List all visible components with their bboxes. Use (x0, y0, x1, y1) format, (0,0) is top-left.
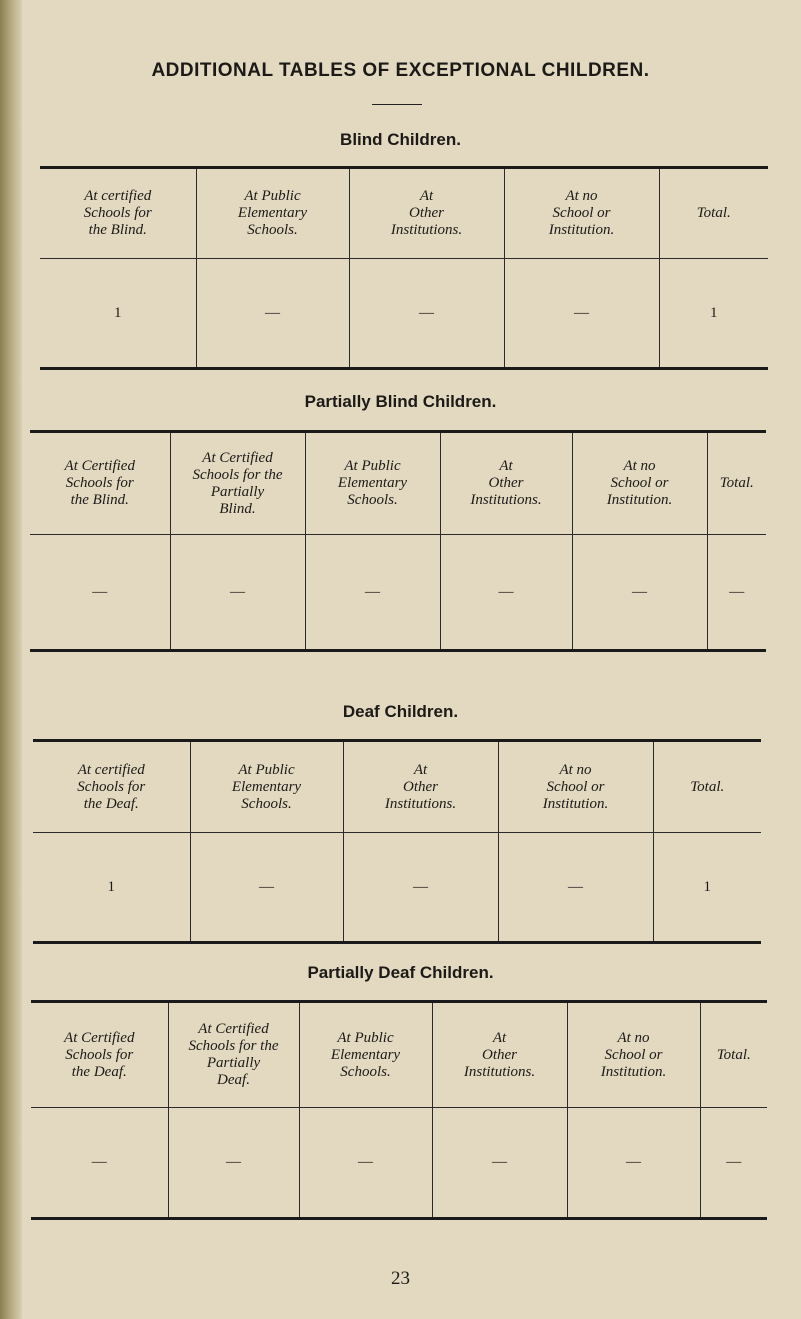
table-row (30, 535, 766, 651)
col-header: At Public Elementary Schools. (305, 432, 440, 535)
col-header: Total. (700, 1002, 767, 1108)
col-header: At Public Elementary Schools. (196, 168, 349, 259)
table-row (31, 1108, 767, 1219)
col-header: At certified Schools for the Blind. (40, 168, 196, 259)
table-cell: — (707, 535, 766, 651)
table-cell: — (170, 535, 305, 651)
table-cell: — (440, 535, 572, 651)
table-cell: — (567, 1108, 700, 1219)
table-row (40, 259, 768, 369)
title-rule (372, 104, 422, 105)
col-header: At Certified Schools for the Blind. (30, 432, 170, 535)
table-cell: — (343, 833, 498, 943)
table-cell: 1 (107, 878, 115, 895)
table-cell: — (299, 1108, 432, 1219)
table-cell: — (432, 1108, 567, 1219)
table-cell: 1 (653, 833, 761, 943)
header-row (30, 432, 766, 535)
page-edge-shadow (0, 0, 22, 1319)
table-cell: — (498, 833, 653, 943)
table-cell: — (700, 1108, 767, 1219)
table-cell: — (168, 1108, 299, 1219)
table-cell: — (572, 535, 707, 651)
col-header: At no School or Institution. (498, 741, 653, 833)
section-title-partially-blind: Partially Blind Children. (304, 392, 497, 411)
deaf-children-table (33, 739, 761, 944)
header-row (31, 1002, 767, 1108)
section-title-deaf: Deaf Children. (342, 702, 459, 721)
col-header: At certified Schools for the Deaf. (33, 741, 190, 833)
header-row (33, 741, 761, 833)
col-header: At Other Institutions. (343, 741, 498, 833)
table-row (33, 833, 761, 943)
section-title-blind: Blind Children. (340, 130, 461, 149)
table-cell: — (349, 259, 504, 369)
col-header: At no School or Institution. (572, 432, 707, 535)
col-header: At Public Elementary Schools. (190, 741, 343, 833)
col-header: Total. (707, 432, 766, 535)
table-cell: 1 (114, 304, 122, 321)
col-header: At Other Institutions. (440, 432, 572, 535)
table-cell: — (305, 535, 440, 651)
table-cell: 1 (659, 259, 768, 369)
col-header: At Other Institutions. (349, 168, 504, 259)
col-header: At Other Institutions. (432, 1002, 567, 1108)
page-number: 23 (391, 1268, 410, 1289)
page-title: ADDITIONAL TABLES OF EXCEPTIONAL CHILDREN. (151, 60, 650, 81)
partially-deaf-children-table (31, 1000, 767, 1220)
table-cell: — (92, 583, 108, 600)
table-cell: — (196, 259, 349, 369)
table-cell: — (504, 259, 659, 369)
col-header: Total. (659, 168, 768, 259)
table-cell: — (91, 1154, 107, 1170)
section-title-partially-deaf: Partially Deaf Children. (307, 963, 494, 982)
col-header: At Certified Schools for the Partially Deaf. (168, 1002, 299, 1108)
partially-blind-children-table (30, 430, 766, 652)
blind-children-table (40, 166, 768, 370)
col-header: At no School or Institution. (504, 168, 659, 259)
col-header: At Public Elementary Schools. (299, 1002, 432, 1108)
col-header: At Certified Schools for the Deaf. (31, 1002, 168, 1108)
header-row (40, 168, 768, 259)
table-cell: — (190, 833, 343, 943)
col-header: Total. (653, 741, 761, 833)
col-header: At Certified Schools for the Partially Blind. (170, 432, 305, 535)
col-header: At no School or Institution. (567, 1002, 700, 1108)
